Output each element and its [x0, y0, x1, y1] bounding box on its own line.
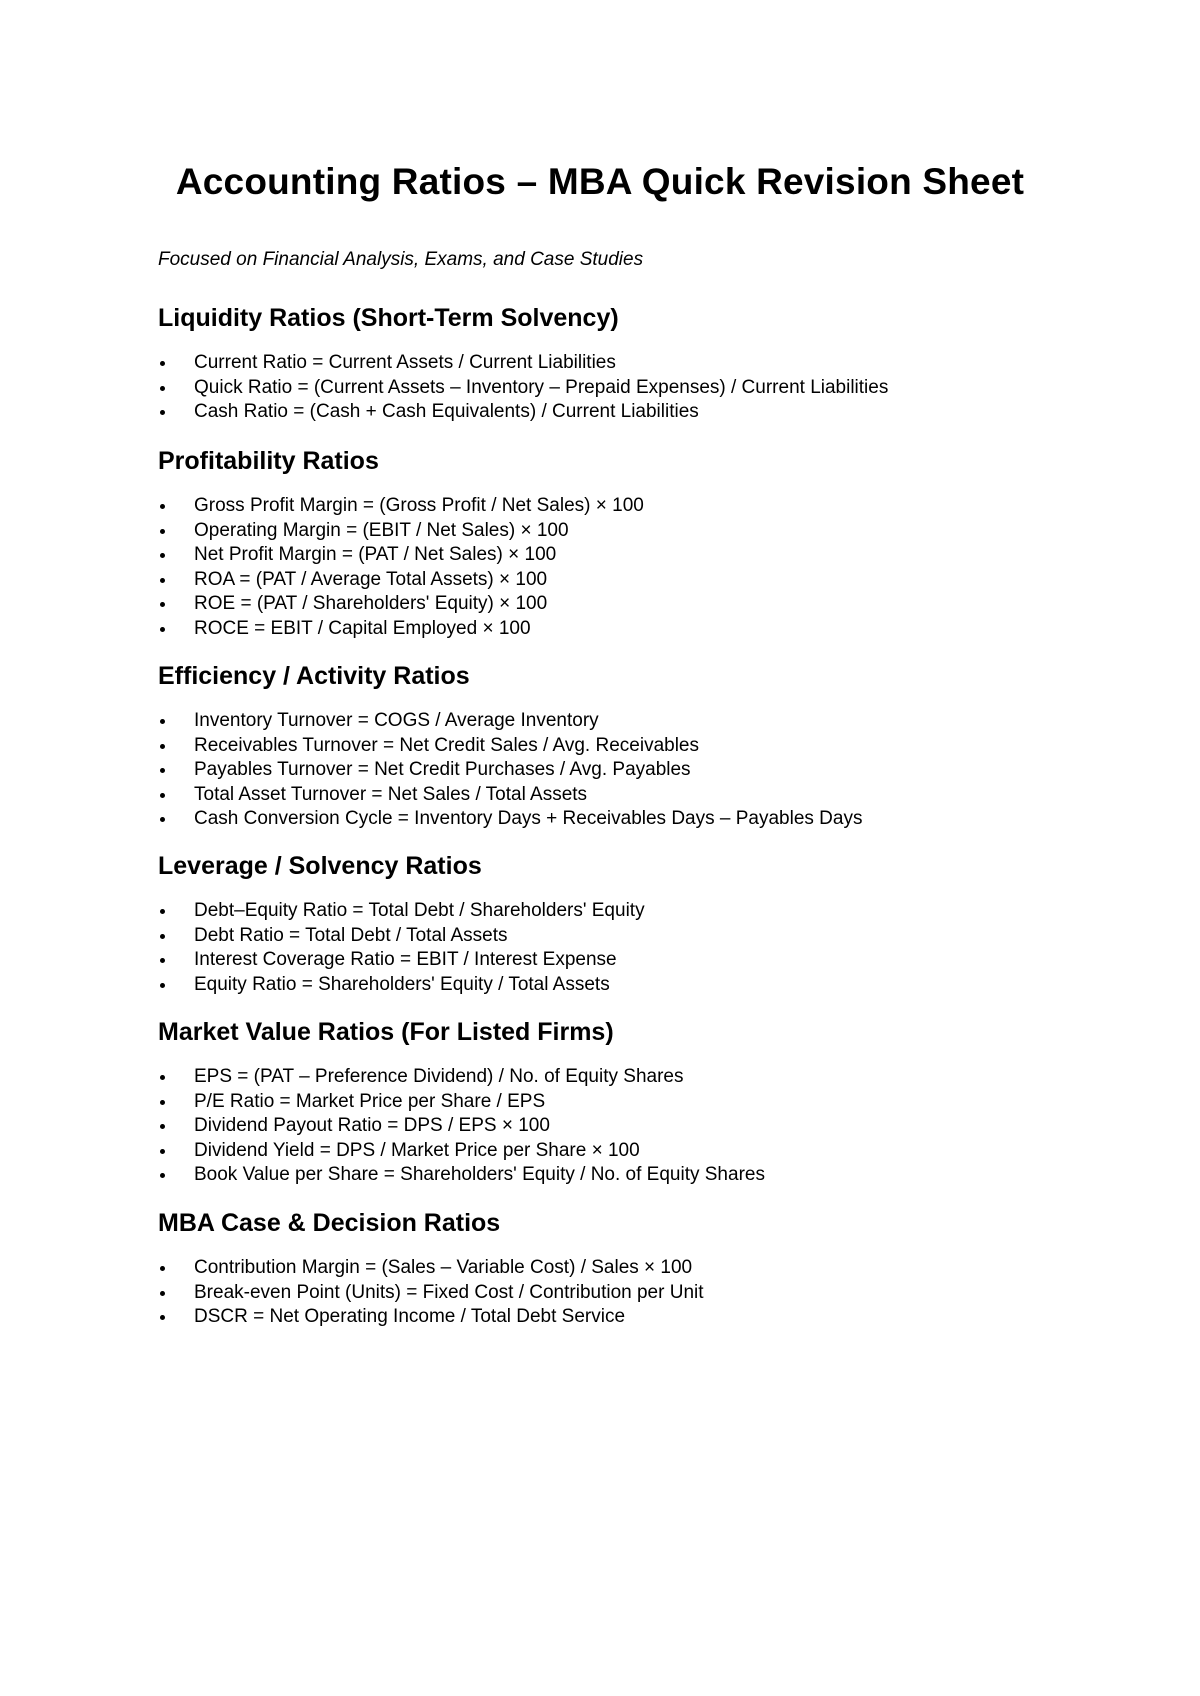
bullet-icon [160, 1266, 165, 1271]
section-heading: MBA Case & Decision Ratios [158, 1209, 501, 1237]
bullet-icon [160, 793, 165, 798]
bullet-icon [160, 578, 165, 583]
list-item [158, 948, 1118, 973]
list-item [158, 1163, 1118, 1188]
list-item-text: Debt–Equity Ratio = Total Debt / Shareholders' Equity [194, 900, 645, 921]
list-item-text: Operating Margin = (EBIT / Net Sales) × 100 [194, 519, 569, 541]
bullet-icon [160, 602, 165, 607]
list-item [158, 1305, 1118, 1330]
list-item [158, 709, 1118, 734]
list-item [158, 617, 1118, 642]
bullet-icon [160, 1315, 165, 1320]
bullet-icon [160, 1291, 165, 1296]
list-item-text: P/E Ratio = Market Price per Share / EPS [194, 1090, 546, 1112]
bullet-icon [160, 1173, 165, 1178]
bullet-icon [160, 410, 165, 415]
list-item [158, 376, 1118, 401]
list-item [158, 494, 1118, 519]
list-item-text: Cash Ratio = (Cash + Cash Equivalents) / Current Liabilities [194, 401, 699, 423]
page-title: Accounting Ratios – MBA Quick Revision Sheet [175, 161, 1025, 202]
page-subtitle: Focused on Financial Analysis, Exams, and Case Studies [158, 249, 644, 270]
list-item-text: Gross Profit Margin = (Gross Profit / Net Sales) × 100 [194, 495, 644, 516]
bullet-icon [160, 744, 165, 749]
bullet-icon [160, 361, 165, 366]
bullet-icon [160, 719, 165, 724]
ratio-list [158, 1065, 1118, 1188]
list-item [158, 592, 1118, 617]
section-liquidity-ratios [158, 303, 1118, 425]
bullet-icon [160, 817, 165, 822]
list-item-text: ROCE = EBIT / Capital Employed × 100 [194, 617, 531, 639]
bullet-icon [160, 1149, 165, 1154]
bullet-icon [160, 909, 165, 914]
bullet-icon [160, 934, 165, 939]
list-item-text: ROA = (PAT / Average Total Assets) × 100 [194, 568, 548, 590]
list-item [158, 1281, 1118, 1306]
list-item-text: Break-even Point (Units) = Fixed Cost / Contribution per Unit [194, 1281, 704, 1303]
list-item [158, 568, 1118, 593]
list-item [158, 924, 1118, 949]
list-item-text: Net Profit Margin = (PAT / Net Sales) × 100 [194, 544, 557, 566]
list-item-text: Payables Turnover = Net Credit Purchases / Avg. Payables [194, 759, 691, 781]
list-item-text: Current Ratio = Current Assets / Current Liabilities [194, 352, 616, 373]
ratio-list [158, 351, 1118, 425]
list-item-text: Book Value per Share = Shareholders' Equity / No. of Equity Shares [194, 1164, 765, 1186]
list-item [158, 1065, 1118, 1090]
ratio-list [158, 494, 1118, 642]
list-item-text: DSCR = Net Operating Income / Total Debt Service [194, 1306, 626, 1328]
list-item [158, 400, 1118, 425]
section-heading: Leverage / Solvency Ratios [158, 852, 482, 880]
section-heading: Profitability Ratios [158, 447, 379, 475]
bullet-icon [160, 553, 165, 558]
bullet-icon [160, 386, 165, 391]
list-item [158, 973, 1118, 998]
section-heading: Market Value Ratios (For Listed Firms) [158, 1018, 614, 1046]
list-item-text: Interest Coverage Ratio = EBIT / Interest Expense [194, 949, 617, 971]
bullet-icon [160, 1100, 165, 1105]
list-item-text: Quick Ratio = (Current Assets – Inventory – Prepaid Expenses) / Current Liabilities [194, 376, 889, 398]
bullet-icon [160, 958, 165, 963]
ratio-list [158, 709, 1118, 832]
bullet-icon [160, 1124, 165, 1129]
list-item [158, 1139, 1118, 1164]
bullet-icon [160, 529, 165, 534]
section-heading: Liquidity Ratios (Short-Term Solvency) [158, 304, 619, 332]
list-item-text: EPS = (PAT – Preference Dividend) / No. of Equity Shares [194, 1066, 684, 1087]
list-item [158, 1090, 1118, 1115]
bullet-icon [160, 983, 165, 988]
list-item [158, 758, 1118, 783]
list-item [158, 351, 1118, 376]
section-market-value-ratios [158, 1017, 1118, 1188]
bullet-icon [160, 1075, 165, 1080]
list-item-text: Debt Ratio = Total Debt / Total Assets [194, 924, 508, 946]
list-item-text: Equity Ratio = Shareholders' Equity / Total Assets [194, 973, 610, 995]
bullet-icon [160, 504, 165, 509]
bullet-icon [160, 627, 165, 632]
list-item [158, 783, 1118, 808]
section-mba-case-decision-ratios [158, 1208, 1118, 1330]
list-item-text: Contribution Margin = (Sales – Variable Cost) / Sales × 100 [194, 1257, 693, 1278]
list-item-text: ROE = (PAT / Shareholders' Equity) × 100 [194, 593, 548, 615]
list-item-text: Cash Conversion Cycle = Inventory Days + Receivables Days – Payables Days [194, 808, 863, 830]
section-efficiency-ratios [158, 661, 1118, 832]
section-profitability-ratios [158, 446, 1118, 642]
list-item [158, 734, 1118, 759]
list-item [158, 543, 1118, 568]
list-item [158, 1256, 1118, 1281]
list-item [158, 807, 1118, 832]
ratio-list [158, 1256, 1118, 1330]
section-heading: Efficiency / Activity Ratios [158, 662, 470, 690]
section-leverage-ratios [158, 851, 1118, 997]
list-item [158, 899, 1118, 924]
list-item-text: Dividend Yield = DPS / Market Price per Share × 100 [194, 1139, 640, 1161]
list-item [158, 1114, 1118, 1139]
ratio-list [158, 899, 1118, 997]
bullet-icon [160, 768, 165, 773]
list-item-text: Receivables Turnover = Net Credit Sales / Avg. Receivables [194, 734, 699, 756]
list-item [158, 519, 1118, 544]
list-item-text: Inventory Turnover = COGS / Average Inventory [194, 710, 599, 731]
list-item-text: Dividend Payout Ratio = DPS / EPS × 100 [194, 1115, 550, 1137]
list-item-text: Total Asset Turnover = Net Sales / Total Assets [194, 783, 588, 805]
